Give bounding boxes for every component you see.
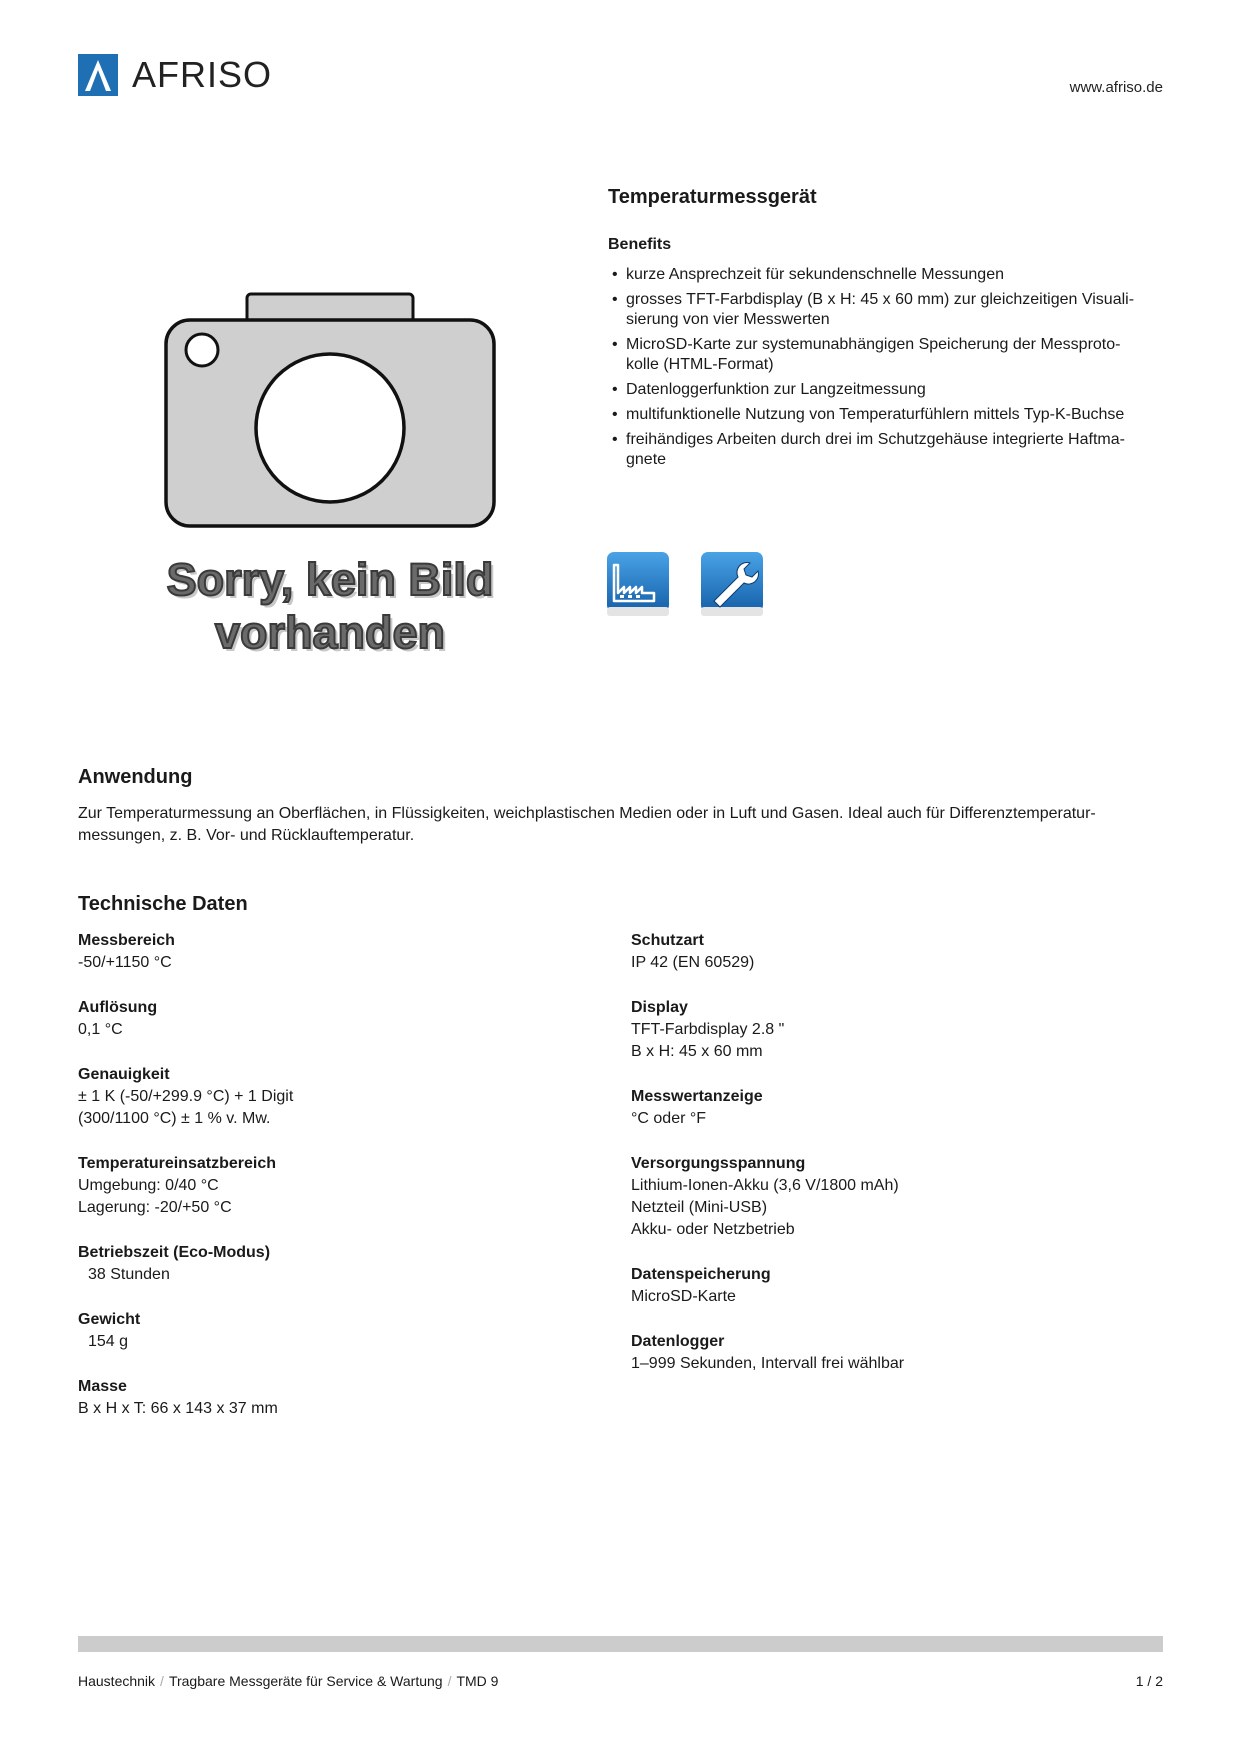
afriso-logo: [78, 54, 272, 96]
product-summary: [608, 186, 1163, 475]
spec-label: Messbereich: [78, 932, 175, 949]
brand-name: AFRISO: [132, 54, 273, 95]
no-image-line-2: vorhanden: [214, 607, 446, 658]
spec-value: °C oder °F: [631, 1110, 707, 1127]
benefit-item: • kurze Ansprechzeit für sekundenschnelle Messungen: [608, 265, 1163, 285]
spec-measuring-range: [78, 930, 548, 974]
breadcrumb-separator: /: [160, 1673, 164, 1689]
spec-temperature-range: [78, 1153, 548, 1219]
spec-value: Umgebung: 0/40 °C Lagerung: -20/+50 °C: [78, 1177, 232, 1216]
benefits-heading: Benefits: [608, 236, 672, 253]
afriso-logo-icon: [78, 54, 118, 96]
spec-display: [631, 997, 1101, 1063]
tech-data-heading: Technische Daten: [78, 893, 248, 915]
spec-operating-time: [78, 1242, 548, 1286]
wrench-icon: [700, 551, 764, 617]
factory-icon: [606, 551, 670, 617]
spec-label: Auflösung: [78, 999, 158, 1016]
spec-protection-class: [631, 930, 1101, 974]
spec-value: ± 1 K (-50/+299.9 °C) + 1 Digit (300/1100 °C) ± 1 % v. Mw.: [78, 1088, 294, 1127]
spec-label: Messwertanzeige: [631, 1088, 763, 1105]
breadcrumb: [78, 1673, 498, 1689]
application-icons: [606, 551, 764, 617]
anwendung-heading: Anwendung: [78, 766, 193, 788]
spec-value: B x H x T: 66 x 143 x 37 mm: [78, 1400, 278, 1417]
spec-unit-display: [631, 1086, 1101, 1130]
benefit-item: • multifunktionelle Nutzung von Temperaturfühlern mittels Typ-K-Buchse: [608, 405, 1163, 425]
spec-value: TFT-Farbdisplay 2.8 " B x H: 45 x 60 mm: [631, 1021, 785, 1060]
spec-value: 1–999 Sekunden, Intervall frei wählbar: [631, 1355, 905, 1372]
spec-label: Gewicht: [78, 1311, 141, 1328]
benefits-list: [608, 265, 1163, 470]
breadcrumb-item[interactable]: Tragbare Messgeräte für Service & Wartung: [168, 1673, 443, 1689]
benefit-item: • MicroSD-Karte zur systemunabhängigen Speicherung der Messproto- kolle (HTML-Format): [608, 335, 1163, 375]
benefit-item: • Datenloggerfunktion zur Langzeitmessung: [608, 380, 1163, 400]
anwendung-text: Zur Temperaturmessung an Oberflächen, in Flüssigkeiten, weichplastischen Medien oder in Luft und Gasen. Ideal auch für Differenztemperatur- messungen, z. B. Vor- und Rücklauftemperatur.: [78, 805, 1096, 844]
page-number: 1 / 2: [1135, 1673, 1163, 1689]
no-image-text: [150, 553, 510, 659]
spec-label: Betriebszeit (Eco-Modus): [78, 1244, 271, 1261]
no-image-line-1: Sorry, kein Bild: [166, 554, 494, 605]
spec-accuracy: [78, 1064, 548, 1130]
spec-label: Masse: [78, 1378, 127, 1395]
spec-weight: [78, 1309, 548, 1353]
footer-divider: [78, 1636, 1163, 1652]
spec-value: IP 42 (EN 60529): [631, 954, 755, 971]
spec-label: Temperatureinsatzbereich: [78, 1155, 276, 1172]
spec-value: 154 g: [88, 1333, 129, 1350]
spec-dimensions: [78, 1376, 548, 1420]
breadcrumb-separator: /: [447, 1673, 452, 1689]
spec-label: Versorgungsspannung: [631, 1155, 806, 1172]
spec-label: Datenspeicherung: [631, 1266, 771, 1283]
tech-data-left-column: [78, 930, 548, 1443]
spec-value: Lithium-Ionen-Akku (3,6 V/1800 mAh) Netzteil (Mini-USB) Akku- oder Netzbetrieb: [631, 1177, 899, 1238]
footer: [78, 1673, 1163, 1689]
breadcrumb-item[interactable]: Haustechnik: [78, 1673, 156, 1689]
spec-label: Display: [631, 999, 688, 1016]
spec-data-storage: [631, 1264, 1101, 1308]
tech-data-right-column: [631, 930, 1101, 1398]
spec-value: -50/+1150 °C: [78, 954, 172, 971]
benefit-item: • grosses TFT-Farbdisplay (B x H: 45 x 60 mm) zur gleichzeitigen Visuali- sierung von vier Messwerten: [608, 290, 1163, 330]
product-title: Temperaturmessgerät: [608, 186, 817, 208]
spec-value: MicroSD-Karte: [631, 1288, 736, 1305]
spec-label: Datenlogger: [631, 1333, 725, 1350]
spec-label: Schutzart: [631, 932, 704, 949]
benefit-item: • freihändiges Arbeiten durch drei im Schutzgehäuse integrierte Haftma- gnete: [608, 430, 1163, 470]
spec-label: Genauigkeit: [78, 1066, 170, 1083]
breadcrumb-item[interactable]: TMD 9: [456, 1673, 499, 1689]
spec-value: 38 Stunden: [88, 1266, 170, 1283]
spec-power-supply: [631, 1153, 1101, 1241]
spec-resolution: [78, 997, 548, 1041]
spec-data-logger: [631, 1331, 1101, 1375]
website-link[interactable]: www.afriso.de: [1069, 79, 1163, 96]
spec-value: 0,1 °C: [78, 1021, 123, 1038]
